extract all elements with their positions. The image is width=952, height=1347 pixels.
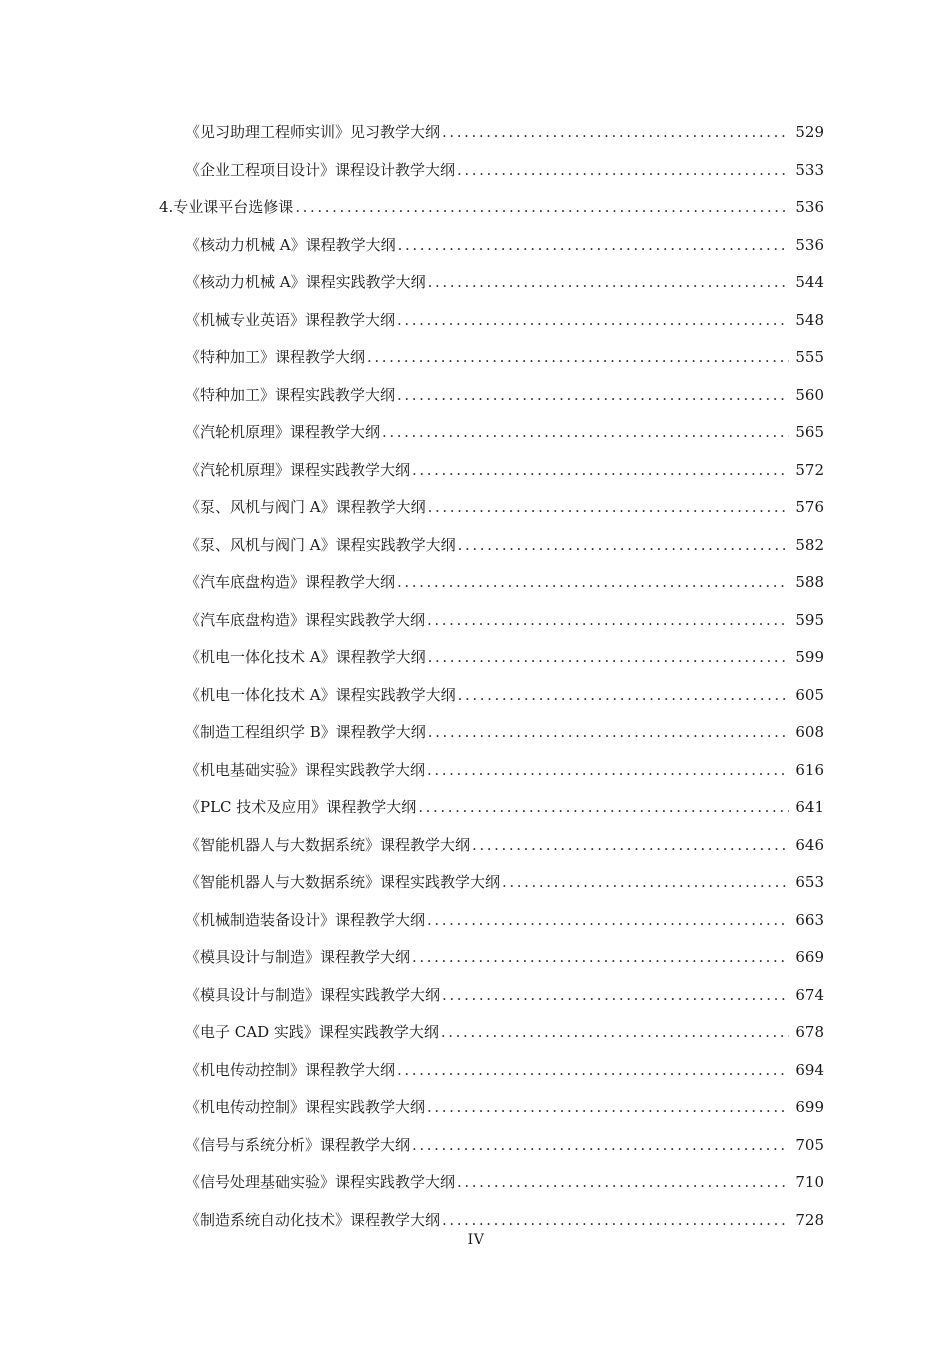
- toc-entry[interactable]: [0, 1014, 824, 1052]
- toc-entry-page: 576: [795, 498, 824, 516]
- toc-dot-leader: [397, 377, 789, 415]
- toc-entry[interactable]: [0, 564, 824, 602]
- toc-entry-page: 536: [795, 198, 824, 216]
- toc-entry-title: 《汽车底盘构造》课程实践教学大纲: [185, 610, 426, 629]
- toc-entry-page: 572: [795, 460, 824, 479]
- toc-entry-title: 《机械专业英语》课程教学大纲: [185, 310, 396, 329]
- toc-entry-page: 536: [795, 235, 824, 254]
- toc-dot-leader: [412, 452, 789, 490]
- toc-dot-leader: [418, 789, 789, 827]
- toc-entry-page: 595: [795, 610, 824, 629]
- toc-entry-page: 728: [795, 1210, 824, 1229]
- toc-entry-title: 《智能机器人与大数据系统》课程实践教学大纲: [185, 873, 501, 891]
- toc-dot-leader: [397, 302, 789, 340]
- toc-dot-leader: [412, 1127, 789, 1165]
- toc-entry[interactable]: [0, 752, 824, 790]
- toc-entry[interactable]: [0, 489, 824, 527]
- toc-dot-leader: [382, 414, 789, 452]
- toc-dot-leader: [442, 977, 789, 1015]
- toc-dot-leader: [427, 752, 789, 790]
- toc-entry-title: 《机电一体化技术 A》课程实践教学大纲: [185, 685, 456, 704]
- toc-dot-leader: [457, 152, 789, 190]
- toc-entry-page: 641: [795, 798, 824, 816]
- toc-entry-title: 4.专业课平台选修课: [159, 198, 294, 216]
- toc-entry-title: 《PLC 技术及应用》课程教学大纲: [185, 798, 417, 816]
- toc-entry-page: 548: [795, 310, 824, 329]
- toc-entry-title: 《泵、风机与阀门 A》课程教学大纲: [185, 498, 426, 516]
- toc-dot-leader: [428, 264, 790, 302]
- toc-entry[interactable]: [0, 527, 824, 565]
- toc-entry[interactable]: [0, 639, 824, 677]
- toc-entry-page: 653: [795, 873, 824, 891]
- toc-entry[interactable]: [0, 1052, 824, 1090]
- toc-entry-title: 《汽轮机原理》课程教学大纲: [185, 423, 381, 441]
- toc-entry[interactable]: [0, 152, 824, 190]
- toc-entry-title: 《特种加工》课程教学大纲: [185, 348, 366, 366]
- toc-dot-leader: [472, 827, 789, 865]
- toc-entry-title: 《电子 CAD 实践》课程实践教学大纲: [185, 1023, 439, 1041]
- toc-entry-page: 605: [795, 685, 824, 704]
- toc-dot-leader: [295, 189, 789, 227]
- toc-entry-title: 《机电一体化技术 A》课程教学大纲: [185, 648, 426, 666]
- toc-section-heading[interactable]: [0, 189, 824, 227]
- toc-dot-leader: [502, 864, 789, 902]
- toc-entry-page: 705: [795, 1135, 824, 1154]
- toc-dot-leader: [398, 227, 790, 265]
- toc-dot-leader: [427, 902, 789, 940]
- toc-dot-leader: [397, 1052, 789, 1090]
- table-of-contents: [0, 114, 952, 1239]
- toc-entry-page: 710: [795, 1173, 824, 1191]
- toc-entry[interactable]: [0, 227, 824, 265]
- toc-entry-title: 《汽轮机原理》课程实践教学大纲: [185, 460, 411, 479]
- toc-dot-leader: [412, 939, 789, 977]
- toc-entry-page: 560: [795, 385, 824, 404]
- toc-entry[interactable]: [0, 339, 824, 377]
- toc-entry[interactable]: [0, 602, 824, 640]
- toc-entry-title: 《机电基础实验》课程实践教学大纲: [185, 760, 426, 779]
- toc-entry-title: 《核动力机械 A》课程教学大纲: [185, 235, 396, 254]
- toc-entry-title: 《泵、风机与阀门 A》课程实践教学大纲: [185, 535, 456, 554]
- toc-entry-title: 《制造系统自动化技术》课程教学大纲: [185, 1210, 441, 1229]
- toc-entry[interactable]: [0, 939, 824, 977]
- toc-entry[interactable]: [0, 264, 824, 302]
- toc-entry-title: 《机械制造装备设计》课程教学大纲: [185, 910, 426, 929]
- toc-entry[interactable]: [0, 377, 824, 415]
- toc-entry[interactable]: [0, 902, 824, 940]
- toc-dot-leader: [428, 639, 790, 677]
- toc-entry-page: 669: [795, 948, 824, 966]
- toc-entry-page: 582: [795, 535, 824, 554]
- toc-entry[interactable]: [0, 714, 824, 752]
- toc-entry-page: 646: [795, 835, 824, 854]
- toc-dot-leader: [427, 602, 789, 640]
- toc-entry-page: 588: [795, 573, 824, 591]
- toc-entry[interactable]: [0, 864, 824, 902]
- toc-entry[interactable]: [0, 789, 824, 827]
- toc-entry-page: 616: [795, 760, 824, 779]
- toc-entry[interactable]: [0, 114, 824, 152]
- toc-entry-title: 《核动力机械 A》课程实践教学大纲: [185, 273, 426, 291]
- toc-entry-title: 《汽车底盘构造》课程教学大纲: [185, 573, 396, 591]
- toc-entry[interactable]: [0, 452, 824, 490]
- toc-entry-page: 678: [795, 1023, 824, 1041]
- toc-entry-page: 565: [795, 423, 824, 441]
- toc-entry[interactable]: [0, 414, 824, 452]
- toc-dot-leader: [458, 677, 790, 715]
- toc-dot-leader: [458, 527, 790, 565]
- toc-entry-page: 544: [795, 273, 824, 291]
- toc-entry-title: 《机电传动控制》课程实践教学大纲: [185, 1098, 426, 1116]
- toc-dot-leader: [428, 714, 790, 752]
- toc-entry[interactable]: [0, 302, 824, 340]
- toc-dot-leader: [428, 489, 790, 527]
- toc-entry-page: 599: [795, 648, 824, 666]
- toc-entry-page: 694: [795, 1060, 824, 1079]
- toc-entry-page: 533: [795, 160, 824, 179]
- toc-entry-title: 《信号处理基础实验》课程实践教学大纲: [185, 1173, 456, 1191]
- toc-dot-leader: [427, 1089, 789, 1127]
- toc-entry[interactable]: [0, 1089, 824, 1127]
- toc-entry-page: 529: [795, 123, 824, 141]
- toc-entry[interactable]: [0, 977, 824, 1015]
- toc-entry-title: 《模具设计与制造》课程实践教学大纲: [185, 985, 441, 1004]
- toc-dot-leader: [457, 1164, 789, 1202]
- toc-dot-leader: [367, 339, 789, 377]
- toc-entry-title: 《见习助理工程师实训》见习教学大纲: [185, 123, 441, 141]
- page-number: IV: [467, 1232, 485, 1248]
- toc-entry[interactable]: [0, 1127, 824, 1165]
- toc-entry-page: 674: [795, 985, 824, 1004]
- toc-dot-leader: [441, 1014, 789, 1052]
- toc-entry[interactable]: [0, 827, 824, 865]
- toc-dot-leader: [442, 114, 789, 152]
- toc-entry-title: 《模具设计与制造》课程教学大纲: [185, 948, 411, 966]
- toc-entry-title: 《信号与系统分析》课程教学大纲: [185, 1135, 411, 1154]
- toc-entry-page: 555: [795, 348, 824, 366]
- toc-entry-title: 《制造工程组织学 B》课程教学大纲: [185, 723, 426, 741]
- toc-entry-page: 663: [795, 910, 824, 929]
- toc-entry-title: 《智能机器人与大数据系统》课程教学大纲: [185, 835, 471, 854]
- toc-entry-title: 《机电传动控制》课程教学大纲: [185, 1060, 396, 1079]
- toc-entry-page: 608: [795, 723, 824, 741]
- toc-entry-page: 699: [795, 1098, 824, 1116]
- toc-dot-leader: [397, 564, 789, 602]
- toc-entry[interactable]: [0, 677, 824, 715]
- toc-entry-title: 《企业工程项目设计》课程设计教学大纲: [185, 160, 456, 179]
- toc-entry[interactable]: [0, 1164, 824, 1202]
- toc-entry-title: 《特种加工》课程实践教学大纲: [185, 385, 396, 404]
